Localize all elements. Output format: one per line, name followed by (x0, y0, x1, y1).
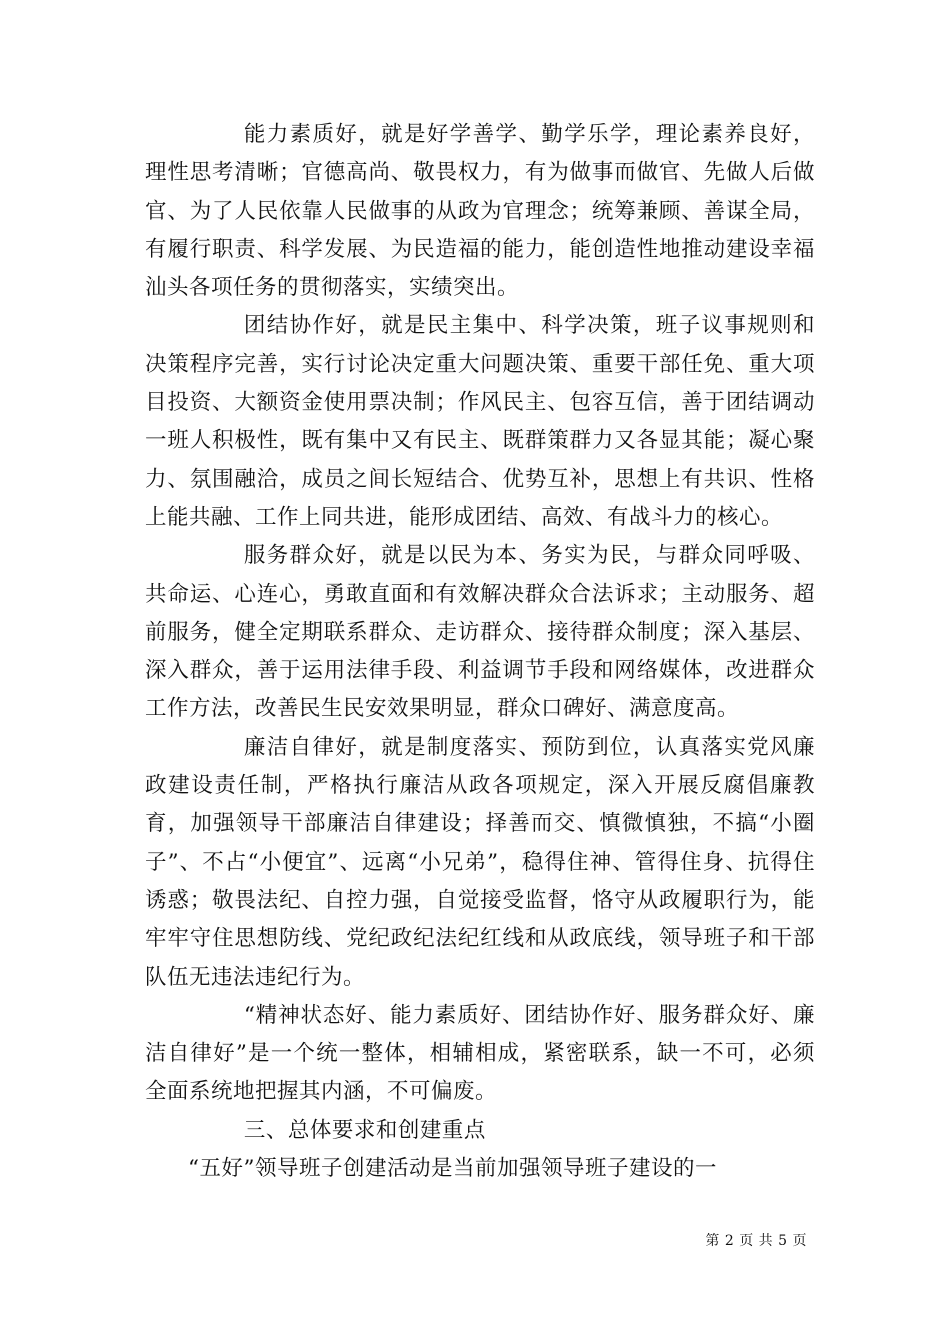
paragraph-summary: “精神状态好、能力素质好、团结协作好、服务群众好、廉洁自律好”是一个统一整体，相辅相成，紧密联系，缺一不可，必须全面系统地把握其内涵，不可偏废。 (145, 1002, 815, 1105)
paragraph-service: 服务群众好，就是以民为本、务实为民，与群众同呼吸、共命运、心连心，勇敢直面和有效解决群众合法诉求；主动服务、超前服务，健全定期联系群众、走访群众、接待群众制度；深入基层、深入群众，善于运用法律手段、利益调节手段和网络媒体，改进群众工作方法，改善民生民安效果明显，群众口碑好、满意度高。 (145, 543, 815, 722)
paragraph-ability: 能力素质好，就是好学善学、勤学乐学，理论素养良好，理性思考清晰；官德高尚、敬畏权力，有为做事而做官、先做人后做官、为了人民依靠人民做事的从政为官理念；统筹兼顾、善谋全局，有履行职责、科学发展、为民造福的能力，能创造性地推动建设幸福汕头各项任务的贯彻落实，实绩突出。 (145, 122, 815, 301)
paragraph-unity: 团结协作好，就是民主集中、科学决策，班子议事规则和决策程序完善，实行讨论决定重大问题决策、重要干部任免、重大项目投资、大额资金使用票决制；作风民主、包容互信，善于团结调动一班人积极性，既有集中又有民主、既群策群力又各显其能；凝心聚力、氛围融洽，成员之间长短结合、优势互补，思想上有共识、性格上能共融、工作上同共进，能形成团结、高效、有战斗力的核心。 (145, 313, 815, 530)
paragraph-integrity: 廉洁自律好，就是制度落实、预防到位，认真落实党风廉政建设责任制，严格执行廉洁从政各项规定，深入开展反腐倡廉教育，加强领导干部廉洁自律建设；择善而交、慎微慎独，不搞“小圈子”、不占“小便宜”、远离“小兄弟”，稳得住神、管得住身、抗得住诱惑；敬畏法纪、自控力强，自觉接受监督，恪守从政履职行为，能牢牢守住思想防线、党纪政纪法纪红线和从政底线，领导班子和干部队伍无违法违纪行为。 (145, 734, 815, 990)
paragraph-continued: “五好”领导班子创建活动是当前加强领导班子建设的一 (188, 1156, 717, 1182)
section-heading: 三、总体要求和创建重点 (243, 1117, 486, 1143)
page-number: 第 2 页 共 5 页 (705, 1233, 807, 1249)
document-body (145, 116, 815, 1188)
